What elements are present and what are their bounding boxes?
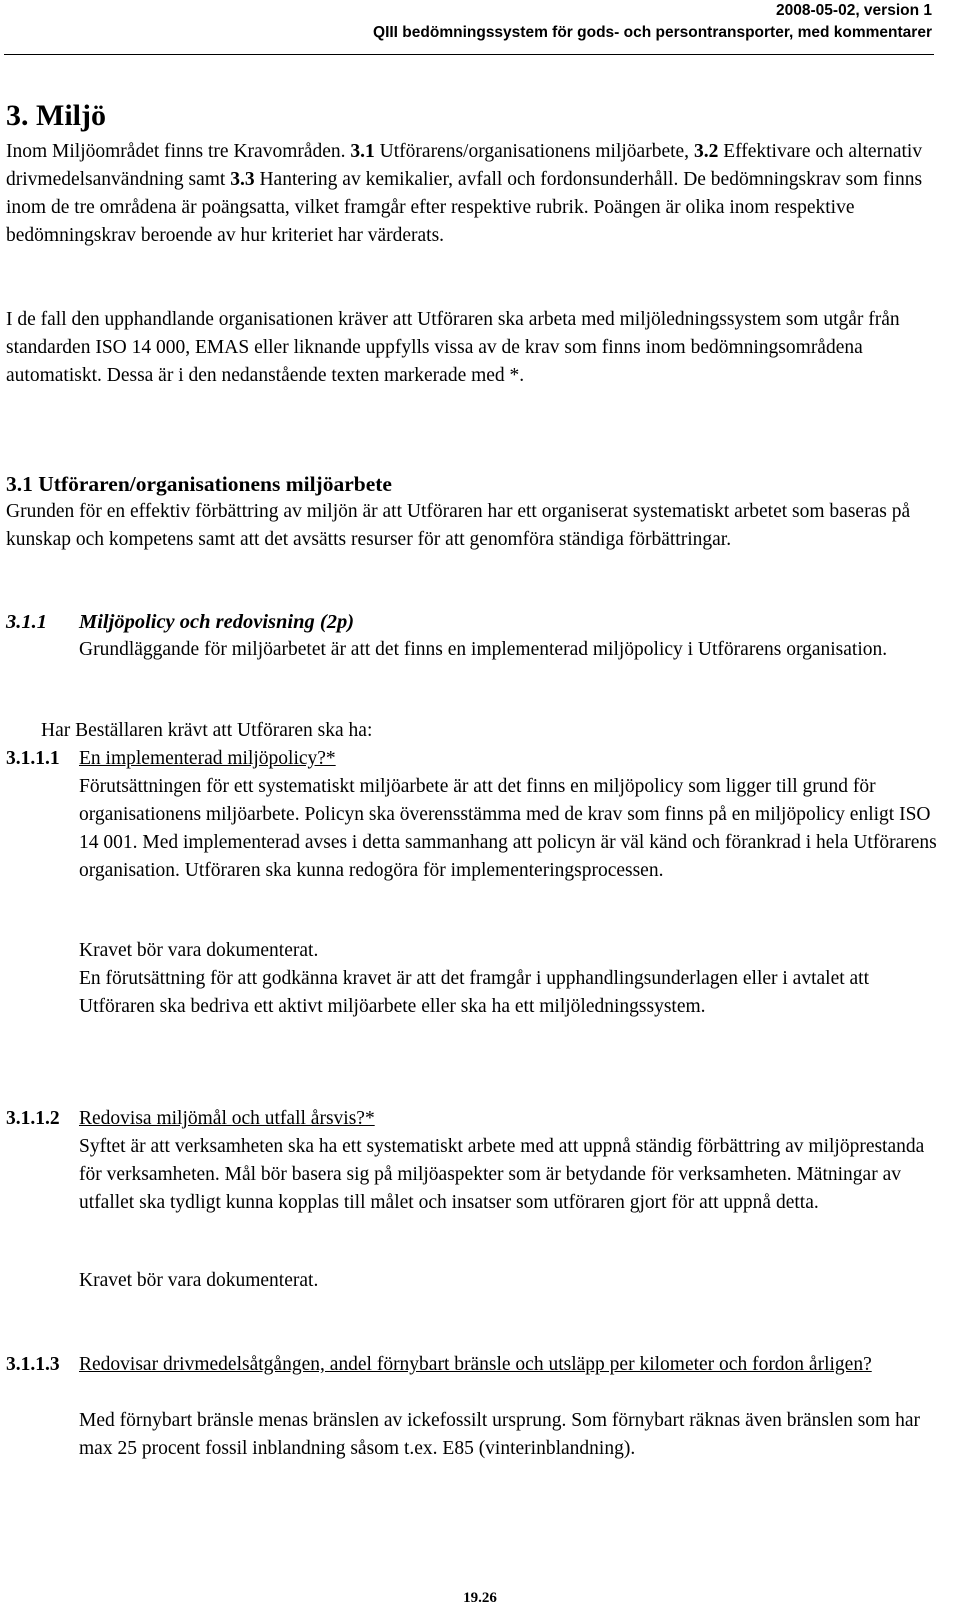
page-header [373,0,932,44]
requirement-body-1: Förutsättningen för ett systematiskt miljöarbete är att det finns en miljöpolicy som ligger till grund för organisationens miljöarbete. Policyn ska överensstämma med de krav som finns på en miljöpolicy enligt ISO 14 001. Med implementerad avses i detta sammanhang att policyn är väl känd och förankrad i hela Utförarens organisation. Utföraren ska kunna redogöra för implementeringsprocessen. [79,776,937,881]
subsection-number: 3.1.1 [6,611,47,633]
requirement-number-1: 3.1.1.1 [6,748,60,769]
requirement-doc-note-2: Kravet bör vara dokumenterat. [79,1270,319,1291]
requirement-number-3: 3.1.1.3 [6,1354,60,1375]
intro-paragraph-2: I de fall den upphandlande organisationen kräver att Utföraren ska arbeta med miljöledningssystem som utgår från standarden ISO 14 000, EMAS eller liknande uppfylls vissa av de krav som finns inom bedömningsområdena automatiskt. Dessa är i den nedanstående texten markerade med *. [6,309,900,386]
subsection-title-3-1-1: Miljöpolicy och redovisning (2p) [79,611,355,633]
requirement-body-2: Syftet är att verksamheten ska ha ett systematiskt arbete med att uppnå ständig förbättring av miljöprestanda för verksamheten. Mål bör basera sig på miljöaspekter som är betydande för verksamheten. Mätningar av utfallet ska tydligt kunna kopplas till målet och insatser som utföraren gjort för att uppnå detta. [79,1136,925,1213]
subsection-title: 3.1 Utföraren/organisationens miljöarbete [6,472,392,496]
intro-paragraph-1: Inom Miljöområdet finns tre Kravområden. 3.1 Utförarens/organisationens miljöarbete, 3.2 Effektivare och alternativ drivmedelsanvändning samt 3.3 Hantering av kemikalier, avfall och fordonsunderhåll. De bedömningskrav som finns inom de tre områdena är poängsatta, vilket framgår efter respektive rubrik. Poängen är olika inom respektive bedömningskrav beroende av hur kriteriet har värderats. [6,141,923,246]
page-number: 19.26 [463,1590,497,1606]
requirement-doc-note-1: Kravet bör vara dokumenterat. [79,940,319,961]
section-intro [6,138,936,250]
header-version: 2008-05-02, version 1 [776,2,932,19]
requirement-body-3: Med förnybart bränsle menas bränslen av ickefossilt ursprung. Som förnybart räknas även bränslen som har max 25 procent fossil inblandning såsom t.ex. E85 (vinterinblandning). [79,1410,920,1459]
requirement-number-2: 3.1.1.2 [6,1108,60,1129]
requirement-title-3: Redovisar drivmedelsåtgången, andel förnybart bränsle och utsläpp per kilometer och fordon årligen? [79,1354,872,1375]
requirement-title-2: Redovisa miljömål och utfall årsvis?* [79,1108,375,1129]
requirement-title-1: En implementerad miljöpolicy?* [79,748,336,769]
subsection-body: Grunden för en effektiv förbättring av miljön är att Utföraren har ett organiserat systematiskt arbetet som baseras på kunskap och kompetens samt att det avsätts resurser för att genomföra ständiga förbättringar. [6,501,911,550]
subsection-3-1-1-body: Grundläggande för miljöarbetet är att det finns en implementerad miljöpolicy i Utförarens organisation. [79,639,888,660]
header-rule [4,54,934,55]
header-title: QIII bedömningssystem för gods- och persontransporter, med kommentarer [373,24,932,41]
subsection-3-1 [6,470,936,554]
section-heading: 3. Miljö [6,99,106,132]
requirement-question: Har Beställaren krävt att Utföraren ska ha: [41,720,373,741]
requirement-condition-1: En förutsättning för att godkänna kravet är att det framgår i upphandlingsunderlagen eller i avtalet att Utföraren ska bedriva ett aktivt miljöarbete eller ska ha ett miljöledningssystem. [79,968,870,1017]
